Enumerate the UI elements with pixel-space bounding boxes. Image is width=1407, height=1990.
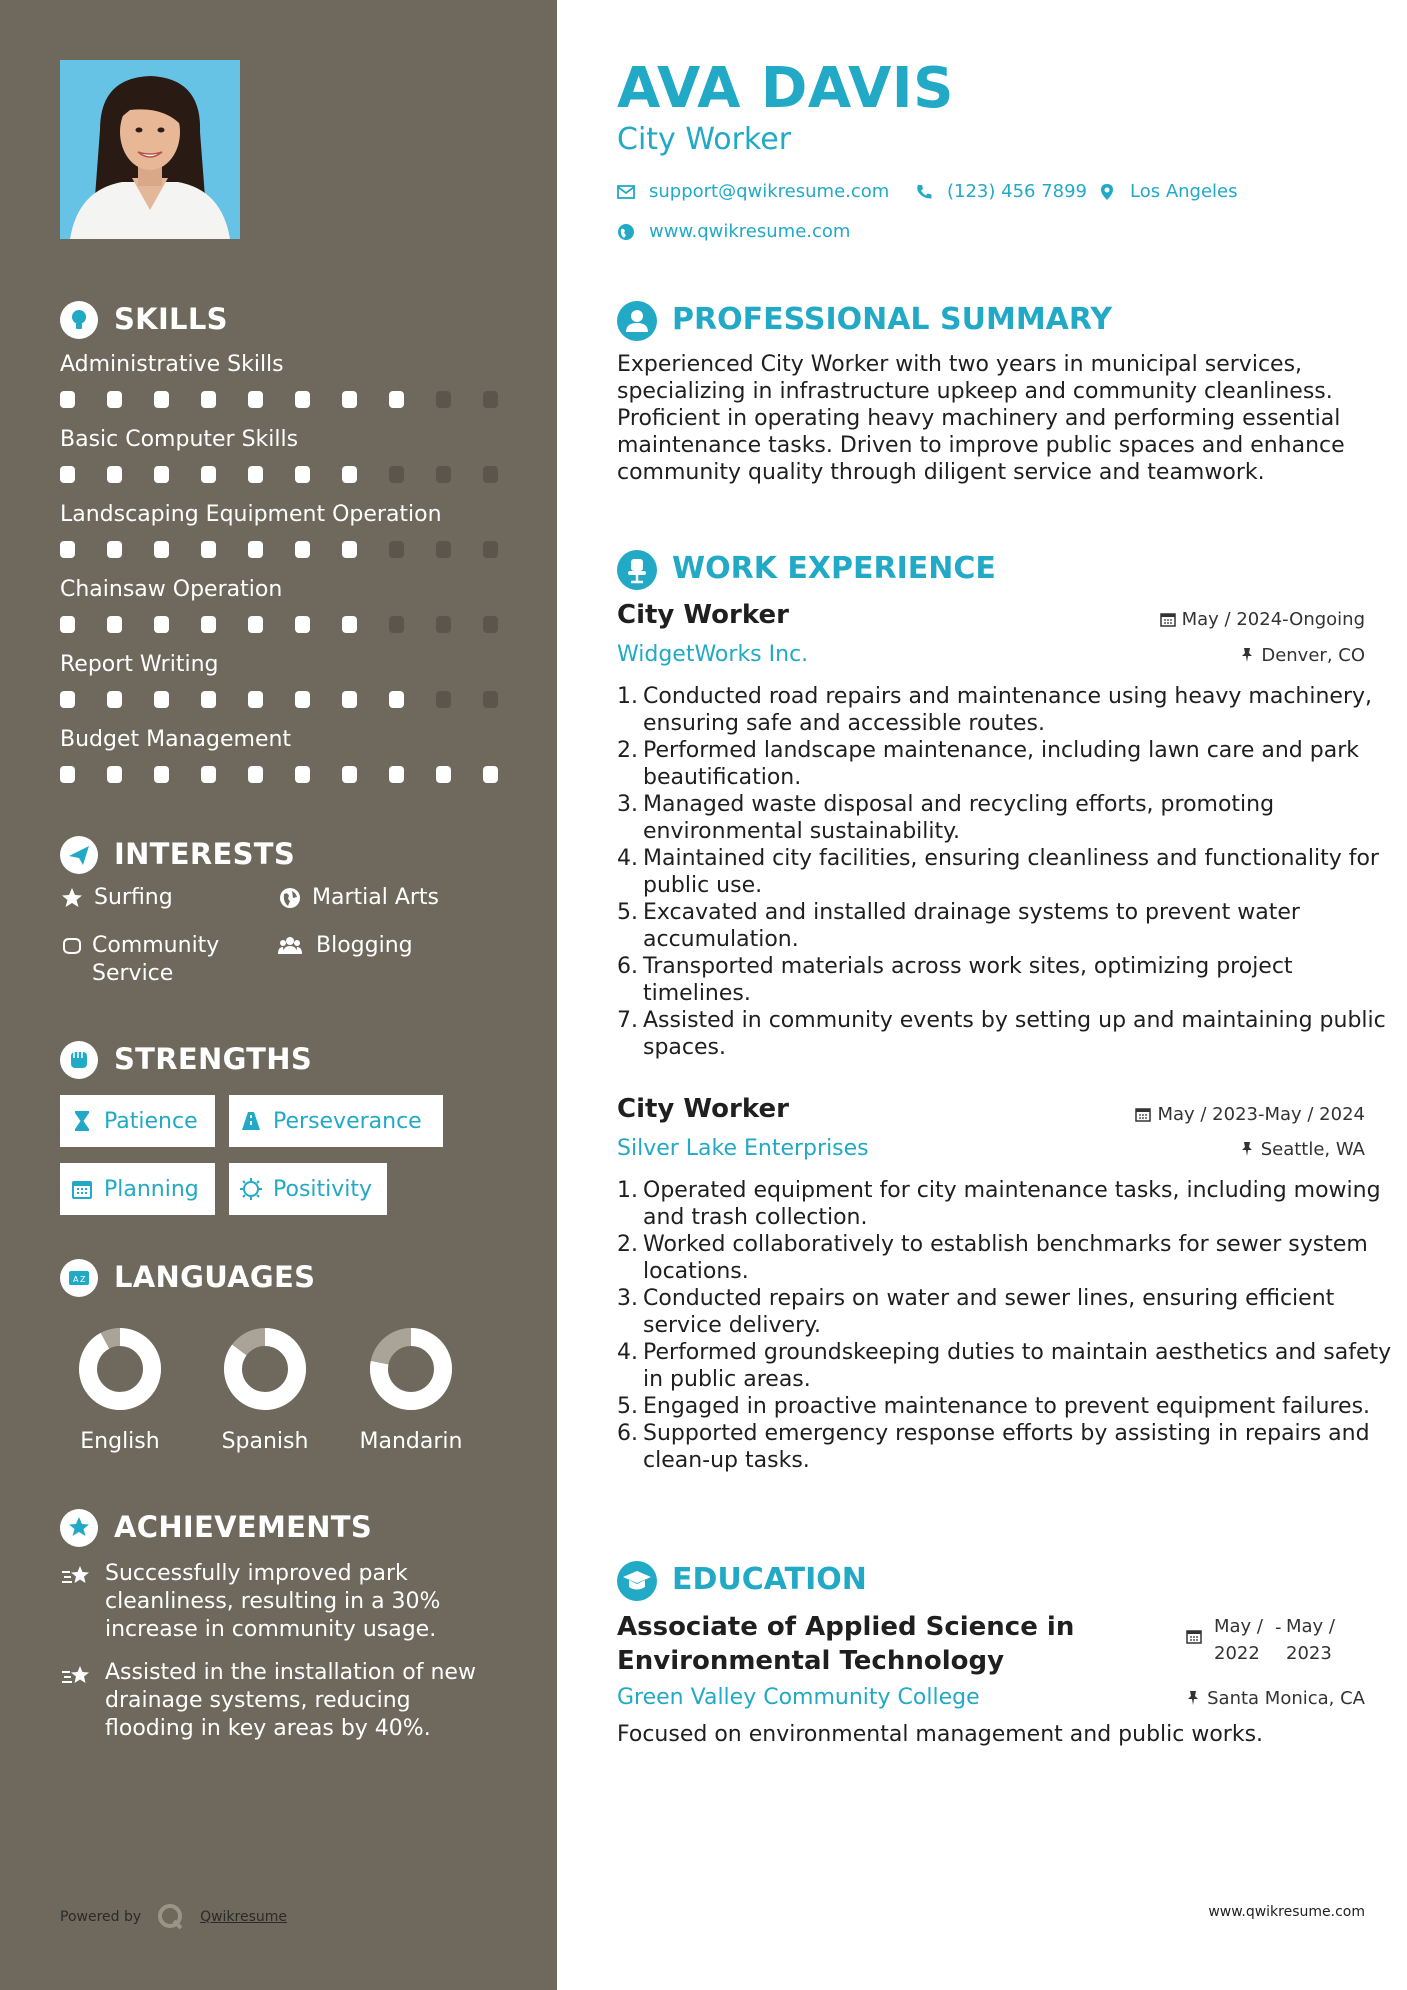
language-label: Mandarin: [359, 1429, 463, 1454]
education-date-separator: -: [1275, 1617, 1282, 1638]
interest-item: [278, 884, 498, 912]
education-degree: Associate of Applied Science in Environmental Technology: [617, 1612, 1075, 1676]
skill-dot: [342, 391, 357, 408]
profile-photo-illustration: [60, 60, 240, 239]
strength-tag: [60, 1163, 215, 1215]
job-dates-text: May / 2024-Ongoing: [1181, 609, 1365, 630]
powered-by-label: Powered by: [60, 1909, 142, 1925]
skill-dot: [389, 466, 404, 483]
skill-dot: [295, 541, 310, 558]
skill-dot: [436, 541, 451, 558]
strength-label: Perseverance: [273, 1108, 422, 1134]
globe-icon: [617, 223, 635, 241]
calendar-icon: [1160, 611, 1176, 627]
job-bullet: Conducted road repairs and maintenance using heavy machinery, ensuring safe and accessible routes.: [643, 684, 1373, 736]
paper-plane-icon: [60, 836, 98, 874]
job-location: [1239, 1139, 1365, 1160]
interest-label: Surfing: [94, 885, 173, 910]
skill-rating: [60, 616, 520, 634]
achievement-text: Successfully improved park cleanliness, resulting in a 30% increase in community usage.: [105, 1561, 441, 1642]
skill-dot: [436, 766, 451, 783]
interest-label: Community Service: [92, 933, 220, 986]
skill-dot: [248, 616, 263, 633]
road-icon: [239, 1109, 263, 1133]
contact-website[interactable]: [617, 221, 850, 242]
fist-icon: [60, 1041, 98, 1079]
education-location: [1185, 1688, 1365, 1709]
skill-dot: [154, 391, 169, 408]
svg-text:A: A: [73, 1275, 79, 1284]
pushpin-icon: [1239, 1141, 1255, 1157]
job-role: City Worker: [617, 600, 789, 630]
pushpin-icon: [1239, 647, 1255, 663]
job-bullet: Excavated and installed drainage systems to prevent water accumulation.: [643, 900, 1300, 952]
user-icon: [617, 301, 657, 341]
skill-dot: [107, 691, 122, 708]
job-dates: [1135, 1104, 1365, 1125]
education-start-month: May /: [1214, 1616, 1263, 1637]
job-bullet: Performed groundskeeping duties to maintain aesthetics and safety in public areas.: [643, 1340, 1392, 1392]
job-role: City Worker: [617, 1094, 789, 1124]
skill-label: Landscaping Equipment Operation: [60, 502, 442, 527]
skill-dot: [389, 766, 404, 783]
language-label: English: [80, 1429, 160, 1454]
job-bullet: Supported emergency response efforts by assisting in repairs and clean-up tasks.: [643, 1421, 1370, 1473]
qwikresume-logo-icon: [156, 1902, 186, 1932]
skill-dot: [436, 616, 451, 633]
skill-dot: [342, 766, 357, 783]
skill-dot: [60, 541, 75, 558]
interest-item: [60, 932, 260, 988]
skill-dot: [248, 391, 263, 408]
skill-dot: [60, 466, 75, 483]
education-end: [1286, 1613, 1346, 1667]
office-chair-icon: [617, 550, 657, 590]
job-company: Silver Lake Enterprises: [617, 1136, 869, 1161]
skill-dot: [154, 691, 169, 708]
skill-dot: [436, 391, 451, 408]
skill-dot: [389, 616, 404, 633]
language-label: Spanish: [221, 1429, 309, 1454]
skill-dot: [483, 466, 498, 483]
skill-dot: [483, 616, 498, 633]
skill-dot: [154, 616, 169, 633]
skill-rating: [60, 466, 520, 484]
language-ring: [223, 1327, 307, 1411]
sidebar: [0, 0, 557, 1990]
job-bullet: Engaged in proactive maintenance to prevent equipment failures.: [643, 1394, 1371, 1419]
skill-dot: [389, 691, 404, 708]
summary-title: PROFESSIONAL SUMMARY: [672, 302, 1113, 337]
email-text: support@qwikresume.com: [649, 181, 890, 202]
skill-dot: [248, 766, 263, 783]
shooting-star-icon: [60, 1562, 92, 1590]
strength-label: Patience: [104, 1108, 198, 1134]
calendar-icon: [1186, 1628, 1202, 1644]
skill-dot: [295, 691, 310, 708]
job-bullets: [617, 1177, 1395, 1474]
job-bullet: Transported materials across work sites, optimizing project timelines.: [643, 954, 1293, 1006]
contact-email[interactable]: [617, 181, 889, 202]
job-bullet: Managed waste disposal and recycling efforts, promoting environmental sustainability.: [643, 792, 1275, 844]
hourglass-icon: [70, 1109, 94, 1133]
location-text: Los Angeles: [1130, 181, 1238, 202]
skill-dot: [107, 616, 122, 633]
education-start-year: 2022: [1214, 1643, 1260, 1664]
skill-label: Basic Computer Skills: [60, 427, 299, 452]
skill-dot: [60, 766, 75, 783]
contact-phone[interactable]: [915, 181, 1087, 202]
job-title: City Worker: [617, 122, 792, 157]
skill-dot: [107, 466, 122, 483]
strength-label: Planning: [104, 1176, 199, 1202]
job-location-text: Denver, CO: [1261, 645, 1365, 666]
skill-label: Chainsaw Operation: [60, 577, 283, 602]
job-bullets: [617, 683, 1395, 1061]
map-pin-icon: [1098, 183, 1116, 201]
skill-dot: [107, 541, 122, 558]
achievement-text: Assisted in the installation of new drainage systems, reducing flooding in key areas by 40%.: [105, 1660, 476, 1741]
skill-dot: [154, 766, 169, 783]
skill-dot: [201, 541, 216, 558]
contact-location: [1098, 181, 1238, 202]
interests-title: INTERESTS: [114, 837, 296, 871]
skill-dot: [60, 616, 75, 633]
skill-dot: [342, 616, 357, 633]
job-bullet: Assisted in community events by setting up and maintaining public spaces.: [643, 1008, 1386, 1060]
education-start: [1214, 1613, 1274, 1667]
strength-tag: [229, 1163, 387, 1215]
skill-label: Budget Management: [60, 727, 292, 752]
job-dates: [1160, 609, 1365, 630]
star-icon: [60, 886, 84, 910]
skill-dot: [60, 391, 75, 408]
interest-label: Martial Arts: [312, 885, 440, 910]
qwikresume-link[interactable]: Qwikresume: [200, 1909, 288, 1925]
skill-dot: [60, 691, 75, 708]
education-description: Focused on environmental management and public works.: [617, 1722, 1264, 1747]
skill-rating: [60, 391, 520, 409]
phone-icon: [915, 183, 933, 201]
skill-dot: [483, 766, 498, 783]
skill-dot: [436, 466, 451, 483]
skill-dot: [154, 541, 169, 558]
language-icon: [60, 1259, 98, 1297]
job-location-text: Seattle, WA: [1260, 1139, 1365, 1160]
skill-rating: [60, 541, 520, 559]
summary-text: Experienced City Worker with two years in municipal services, specializing in infrastructure upkeep and community cleanliness. Proficient in operating heavy machinery and performing essential maintenance tasks. Driven to improve public spaces and enhance community quality through diligent service and teamwork.: [617, 352, 1345, 485]
skill-dot: [248, 541, 263, 558]
graduation-cap-icon: [617, 1561, 657, 1601]
skill-dot: [248, 691, 263, 708]
education-location-text: Santa Monica, CA: [1207, 1688, 1365, 1709]
skills-title: SKILLS: [114, 302, 228, 336]
job-dates-text: May / 2023-May / 2024: [1157, 1104, 1365, 1125]
skill-dot: [483, 691, 498, 708]
skill-dot: [483, 541, 498, 558]
shooting-star-icon: [60, 1662, 92, 1690]
svg-text:Z: Z: [80, 1275, 86, 1284]
skill-dot: [107, 391, 122, 408]
skill-dot: [342, 541, 357, 558]
interest-item: [278, 932, 498, 960]
skill-dot: [107, 766, 122, 783]
job-bullet: Worked collaboratively to establish benchmarks for sewer system locations.: [643, 1232, 1368, 1284]
skill-dot: [295, 616, 310, 633]
skill-dot: [389, 391, 404, 408]
profile-photo: [60, 60, 240, 239]
language-ring: [369, 1327, 453, 1411]
skill-dot: [389, 541, 404, 558]
hand-icon: [60, 934, 84, 958]
education-title: EDUCATION: [672, 1562, 867, 1597]
job-bullet: Conducted repairs on water and sewer lines, ensuring efficient service delivery.: [643, 1286, 1335, 1338]
skill-dot: [295, 466, 310, 483]
job-bullet: Operated equipment for city maintenance tasks, including mowing and trash collection.: [643, 1178, 1381, 1230]
skill-rating: [60, 691, 520, 709]
job-bullet: Maintained city facilities, ensuring cleanliness and functionality for public use.: [643, 846, 1379, 898]
skill-dot: [201, 391, 216, 408]
calendar-icon: [70, 1177, 94, 1201]
skill-dot: [248, 466, 263, 483]
skill-rating: [60, 766, 520, 784]
strength-tag: [60, 1095, 215, 1147]
skill-dot: [295, 766, 310, 783]
skill-dot: [201, 616, 216, 633]
skill-dot: [342, 466, 357, 483]
skill-dot: [436, 691, 451, 708]
achievement-icon: [60, 1509, 98, 1547]
strengths-title: STRENGTHS: [114, 1042, 313, 1076]
skill-dot: [201, 766, 216, 783]
lightbulb-icon: [60, 301, 98, 339]
skill-dot: [201, 691, 216, 708]
achievements-title: ACHIEVEMENTS: [114, 1510, 373, 1544]
strength-tag: [229, 1095, 443, 1147]
candidate-name: AVA DAVIS: [617, 56, 954, 121]
globe-icon: [278, 886, 302, 910]
languages-title: LANGUAGES: [114, 1260, 316, 1294]
interest-item: [60, 884, 260, 912]
skill-label: Report Writing: [60, 652, 219, 677]
education-end-year: 2023: [1286, 1643, 1332, 1664]
education-school: Green Valley Community College: [617, 1685, 980, 1710]
website-text: www.qwikresume.com: [649, 221, 851, 242]
main-content: [557, 0, 1407, 1990]
strength-label: Positivity: [273, 1176, 373, 1202]
language-ring: [78, 1327, 162, 1411]
education-end-month: May /: [1286, 1616, 1335, 1637]
calendar-icon: [1135, 1106, 1151, 1122]
sun-icon: [239, 1177, 263, 1201]
job-bullet: Performed landscape maintenance, including lawn care and park beautification.: [643, 738, 1359, 790]
skill-dot: [201, 466, 216, 483]
footer-website[interactable]: www.qwikresume.com: [1208, 1904, 1365, 1920]
skill-dot: [295, 391, 310, 408]
language-ring-fill: [88, 1337, 152, 1401]
users-icon: [278, 934, 302, 958]
skill-dot: [154, 466, 169, 483]
phone-text: (123) 456 7899: [947, 181, 1088, 202]
powered-by: [60, 1902, 287, 1932]
interest-label: Blogging: [316, 933, 413, 958]
job-company: WidgetWorks Inc.: [617, 642, 809, 667]
experience-title: WORK EXPERIENCE: [672, 551, 996, 586]
pushpin-icon: [1185, 1690, 1201, 1706]
skill-dot: [342, 691, 357, 708]
skill-label: Administrative Skills: [60, 352, 284, 377]
job-location: [1239, 645, 1365, 666]
envelope-icon: [617, 183, 635, 201]
skill-dot: [483, 391, 498, 408]
